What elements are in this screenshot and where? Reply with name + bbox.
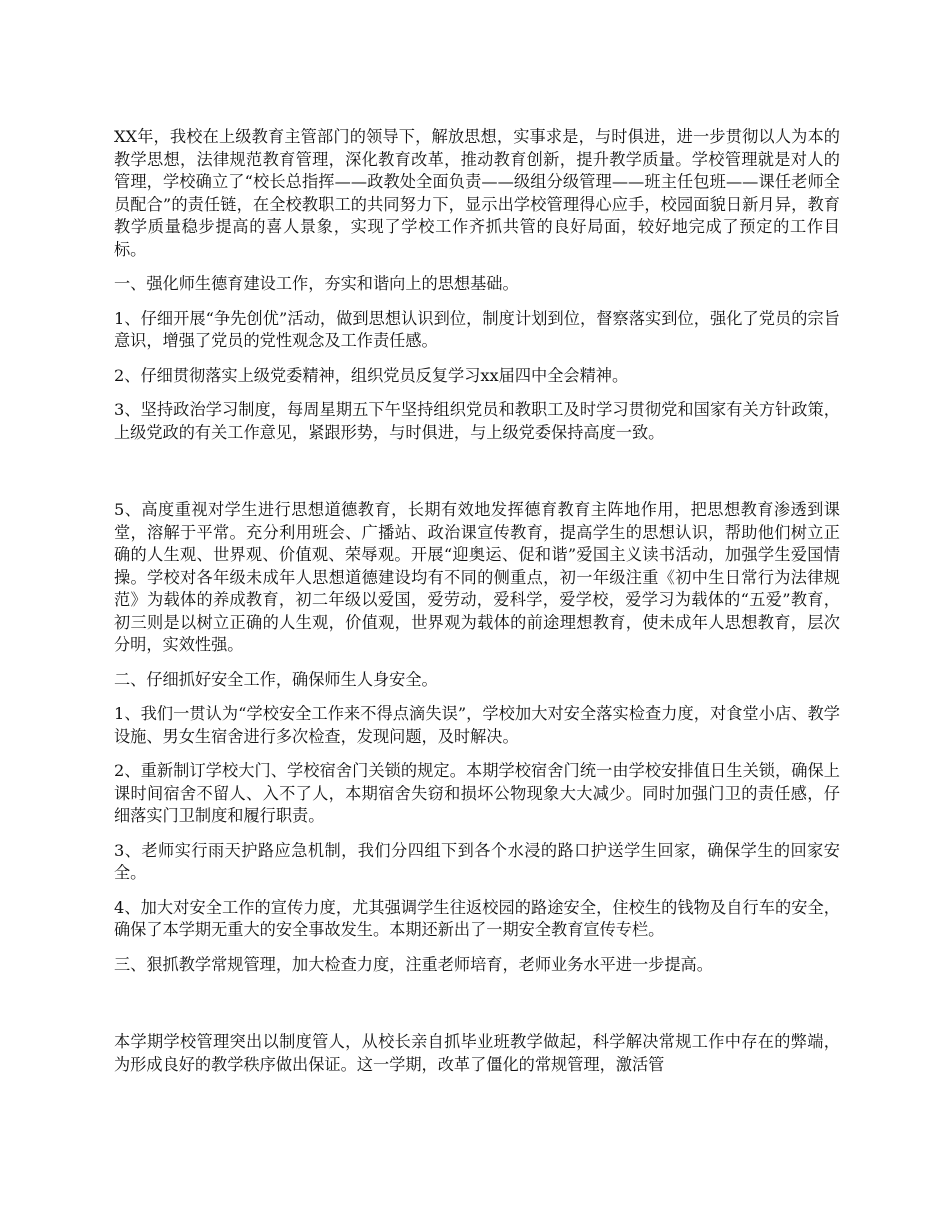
section-heading-3: 三、狠抓教学常规管理，加大检查力度，注重老师培育，老师业务水平进一步提高。 bbox=[114, 954, 713, 974]
list-item: 3、坚持政治学习制度，每周星期五下午坚持组织党员和教职工及时学习贯彻党和国家有关方针政策，上级党政的有关工作意见，紧跟形势，与时俱进，与上级党委保持高度一致。 bbox=[114, 400, 840, 442]
section-heading-1: 一、强化师生德育建设工作，夯实和谐向上的思想基础。 bbox=[114, 274, 519, 293]
list-item: 3、老师实行雨天护路应急机制，我们分四组下到各个水浸的路口护送学生回家，确保学生的回家安全。 bbox=[114, 840, 840, 882]
list-item: 4、加大对安全工作的宣传力度，尤其强调学生往返校园的路途安全，住校生的钱物及自行车的安全，确保了本学期无重大的安全事故发生。本期还新出了一期安全教育宣传专栏。 bbox=[114, 897, 840, 939]
body-paragraph: 本学期学校管理突出以制度管人，从校长亲自抓毕业班教学做起，科学解决常规工作中存在的弊端，为形成良好的教学秩序做出保证。这一学期，改革了僵化的常规管理，激活管 bbox=[114, 1032, 840, 1074]
list-item: 5、高度重视对学生进行思想道德教育，长期有效地发挥德育教育主阵地作用，把思想教育渗透到课堂，溶解于平常。充分利用班会、广播站、政治课宣传教育，提高学生的思想认识，帮助他们树立正确的人生观、世界观、价值观、荣辱观。开展“迎奥运、促和谐”爱国主义读书活动，加强学生爱国情操。学校对各年级未成年人思想道德建设均有不同的侧重点，初一年级注重《初中生日常行为法律规范》为载体的养成教育，初二年级以爱国，爱劳动，爱科学，爱学校，爱学习为载体的“五爱”教育，初三则是以树立正确的人生观，价值观，世界观为载体的前途理想教育，使未成年人思想教育，层次分明，实效性强。 bbox=[114, 500, 840, 654]
list-item: 2、重新制订学校大门、学校宿舍门关锁的规定。本期学校宿舍门统一由学校安排值日生关锁，确保上课时间宿舍不留人、入不了人，本期宿舍失窃和损坏公物现象大大减少。同时加强门卫的责任感，仔细落实门卫制度和履行职责。 bbox=[114, 761, 840, 825]
list-item: 1、仔细开展“争先创优”活动，做到思想认识到位，制度计划到位，督察落实到位，强化了党员的宗旨意识，增强了党员的党性观念及工作责任感。 bbox=[114, 308, 840, 350]
list-item: 1、我们一贯认为“学校安全工作来不得点滴失误”，学校加大对安全落实检查力度，对食堂小店、教学设施、男女生宿舍进行多次检查，发现问题，及时解决。 bbox=[114, 704, 840, 746]
intro-paragraph: XX年，我校在上级教育主管部门的领导下，解放思想，实事求是，与时俱进，进一步贯彻以人为本的教学思想，法律规范教育管理，深化教育改革，推动教育创新，提升教学质量。学校管理就是对人的管理，学校确立了“校长总指挥——政教处全面负责——级组分级管理——班主任包班——课任老师全员配合”的责任链，在全校教职工的共同努力下，显示出学校管理得心应手，校园面貌日新月异，教育教学质量稳步提高的喜人景象，实现了学校工作齐抓共管的良好局面，较好地完成了预定的工作目标。 bbox=[114, 127, 840, 259]
section-heading-2: 二、仔细抓好安全工作，确保师生人身安全。 bbox=[114, 669, 438, 689]
list-item: 2、仔细贯彻落实上级党委精神，组织党员反复学习xx届四中全会精神。 bbox=[114, 365, 629, 385]
document-body bbox=[114, 126, 840, 1088]
